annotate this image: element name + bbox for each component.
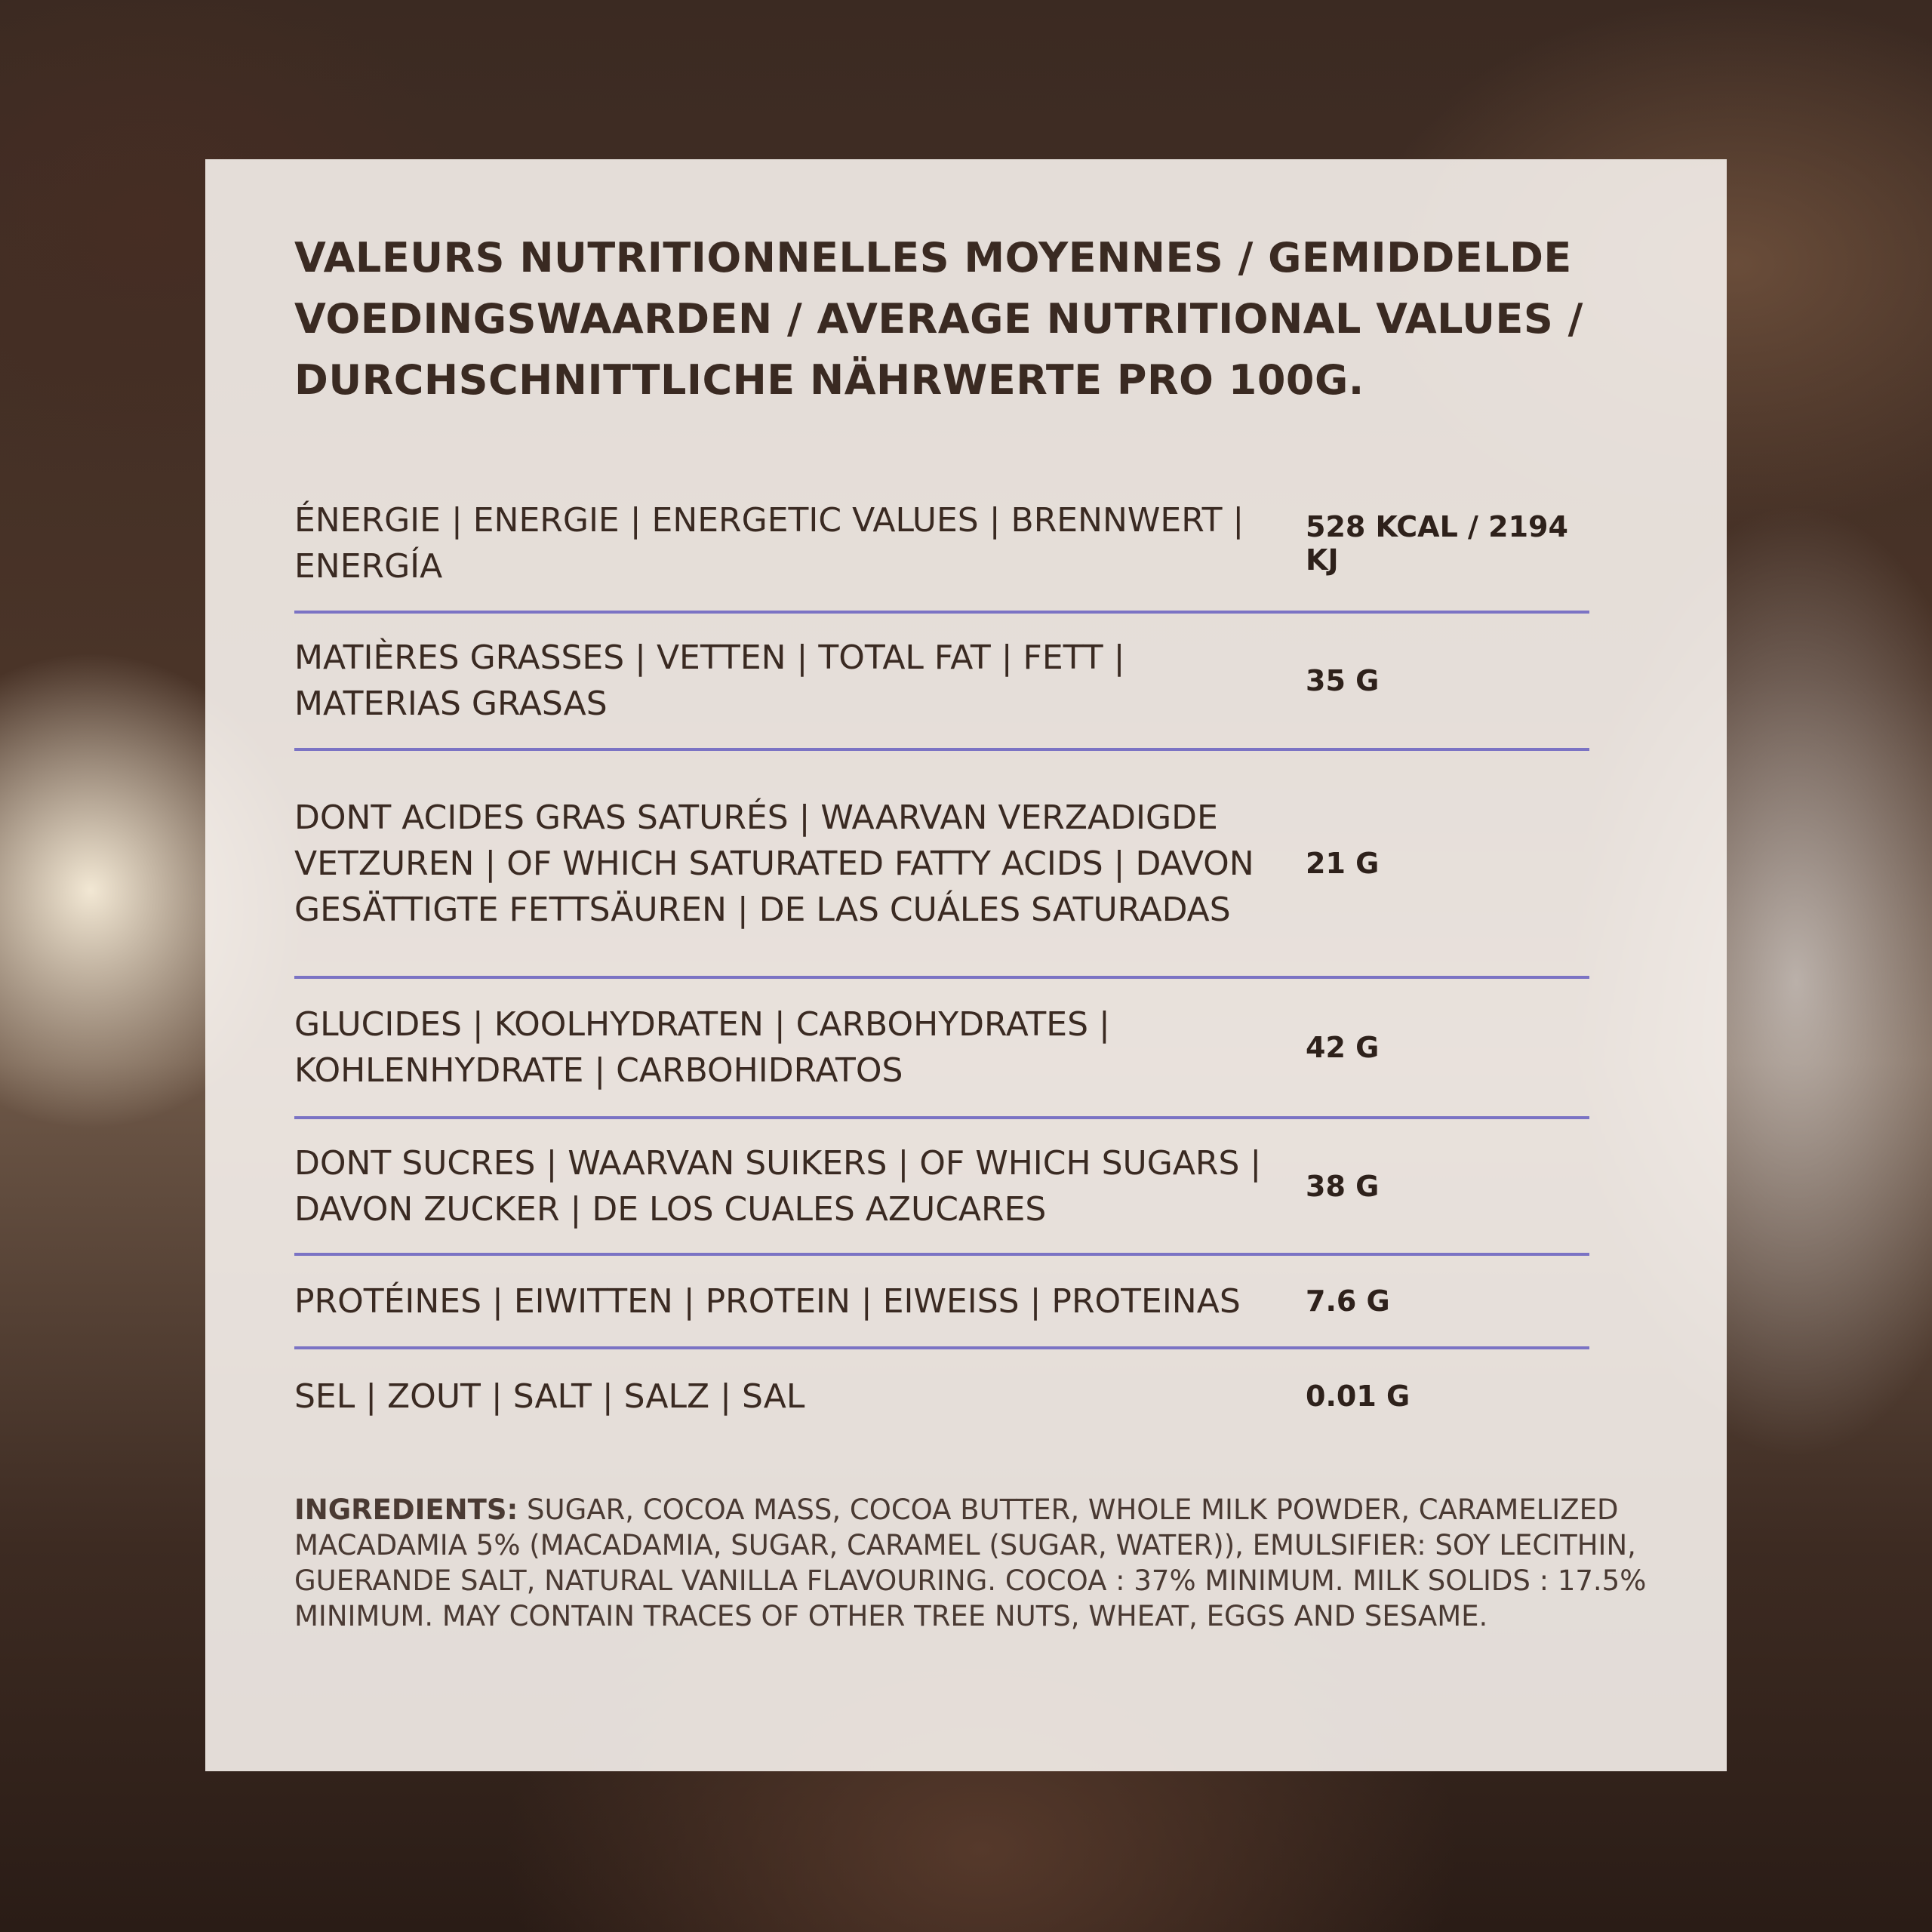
row-value: 35 G xyxy=(1306,664,1380,697)
nutrition-row-energy xyxy=(294,476,1589,614)
row-label: SEL | ZOUT | SALT | SALZ | SAL xyxy=(294,1377,805,1416)
nutrition-row-salt xyxy=(294,1349,1589,1443)
row-value: 42 G xyxy=(1306,1031,1380,1064)
row-label: MATIÈRES GRASSES | VETTEN | TOTAL FAT | FETT | MATERIAS GRASAS xyxy=(294,638,1125,723)
nutrition-row-sugars xyxy=(294,1119,1589,1256)
nutrition-row-protein xyxy=(294,1256,1589,1349)
nutrition-row-saturated xyxy=(294,751,1589,979)
ingredients-heading: INGREDIENTS: xyxy=(294,1494,518,1526)
row-value: 21 G xyxy=(1306,847,1380,880)
row-value: 528 KCAL / 2194 KJ xyxy=(1306,510,1568,577)
row-value: 0.01 G xyxy=(1306,1380,1411,1413)
ingredients-text xyxy=(294,1492,1653,1634)
nutrition-row-fat xyxy=(294,614,1589,751)
row-label: DONT ACIDES GRAS SATURÉS | WAARVAN VERZADIGDE VETZUREN | OF WHICH SATURATED FATTY ACIDS | DAVON GESÄTTIGTE FETTSÄUREN | DE LAS CUÁLES SATURADAS xyxy=(294,798,1254,929)
row-label: PROTÉINES | EIWITTEN | PROTEIN | EIWEISS | PROTEINAS xyxy=(294,1281,1241,1321)
ingredients-body: SUGAR, COCOA MASS, COCOA BUTTER, WHOLE MILK POWDER, CARAMELIZED MACADAMIA 5% (MACADAMIA, SUGAR, CARAMEL (SUGAR, WATER)), EMULSIFIER: SOY LECITHIN, GUERANDE SALT, NATURAL VANILLA FLAVOURING. COCOA : 37% MINIMUM. MILK SOLIDS : 17.5% MINIMUM. MAY CONTAIN TRACES OF OTHER TREE NUTS, WHEAT, EGGS AND SESAME. xyxy=(294,1494,1647,1632)
row-label: ÉNERGIE | ENERGIE | ENERGETIC VALUES | BRENNWERT | ENERGÍA xyxy=(294,501,1244,586)
nutrition-table xyxy=(294,476,1589,1443)
nutrition-row-carbohydrates xyxy=(294,979,1589,1119)
row-value: 7.6 G xyxy=(1306,1284,1390,1318)
row-label: DONT SUCRES | WAARVAN SUIKERS | OF WHICH SUGARS | DAVON ZUCKER | DE LOS CUALES AZUCARES xyxy=(294,1143,1262,1229)
row-label: GLUCIDES | KOOLHYDRATEN | CARBOHYDRATES | KOHLENHYDRATE | CARBOHIDRATOS xyxy=(294,1005,1110,1090)
row-value: 38 G xyxy=(1306,1169,1380,1203)
nutrition-panel xyxy=(205,159,1727,1771)
nutrition-title: VALEURS NUTRITIONNELLES MOYENNES / GEMIDDELDE VOEDINGSWAARDEN / AVERAGE NUTRITIONAL VALUES / DURCHSCHNITTLICHE NÄHRWERTE PRO 100G. xyxy=(294,234,1583,404)
